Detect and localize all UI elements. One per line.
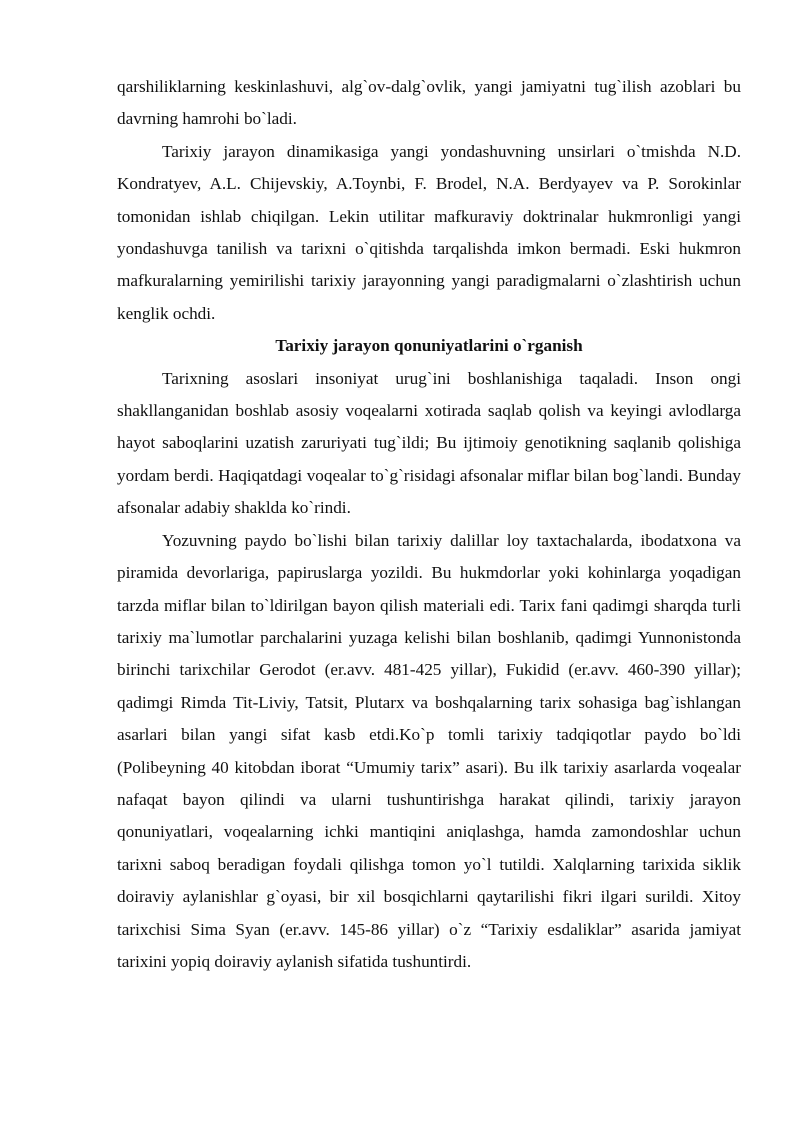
- section-heading: Tarixiy jarayon qonuniyatlarini o`rganish: [275, 336, 583, 356]
- paragraph-continuation: qarshiliklarning keskinlashuvi, alg`ov-dalg`ovlik, yangi jamiyatni tug`ilish azoblari bu davrning hamrohi bo`ladi.: [117, 77, 741, 129]
- paragraph-history-origins: Tarixning asoslari insoniyat urug`ini boshlanishiga taqaladi. Inson ongi shakllanganidan boshlab asosiy voqealarni xotirada saqlab qolish va keyingi avlodlarga hayot saboqlarini uzatish zaruriyati tug`ildi; Bu ijtimoiy genotikning saqlanib qolishiga yordam berdi. Haqiqatdagi voqealar to`g`risidagi afsonalar miflar bilan bog`landi. Bunday afsonalar adabiy shaklda ko`rindi.: [117, 368, 741, 518]
- paragraph-new-approach: Tarixiy jarayon dinamikasiga yangi yondashuvning unsirlari o`tmishda N.D. Kondratyev, A.L. Chijevskiy, A.Toynbi, F. Brodel, N.A. Berdyayev va P. Sorokinlar tomonidan ishlab chiqilgan. Lekin utilitar mafkuraviy doktrinalar hukmronligi yangi yondashuvga tanilish va tarixni o`qitishda tarqalishda imkon bermadi. Eski hukmron mafkuralarning yemirilishi tarixiy jarayonning yangi paradigmalarni o`zlashtirish uchun kenglik ochdi.: [117, 141, 741, 323]
- document-page: [117, 71, 741, 978]
- paragraph-writing-history: Yozuvning paydo bo`lishi bilan tarixiy dalillar loy taxtachalarda, ibodatxona va piramida devorlariga, papiruslarga yozildi. Bu hukmdorlar yoki kohinlarga yoqadigan tarzda miflar bilan to`ldirilgan bayon qilish materiali edi. Tarix fani qadimgi sharqda turli tarixiy ma`lumotlar parchalarini yuzaga kelishi bilan boshlanib, qadimgi Yunnonistonda birinchi tarixchilar Gerodot (er.avv. 481-425 yillar), Fukidid (er.avv. 460-390 yillar); qadimgi Rimda Tit-Liviy, Tatsit, Plutarx va boshqalarning tarix sohasiga bag`ishlangan asarlari bilan yangi sifat kasb etdi.Ko`p tomli tarixiy tadqiqotlar paydo bo`ldi (Polibeyning 40 kitobdan iborat “Umumiy tarix” asari). Bu ilk tarixiy asarlarda voqealar nafaqat bayon qilindi va ularni tushuntirishga harakat qilindi, tarixiy jarayon qonuniyatlari, voqealarning ichki mantiqini aniqlashga, hamda zamondoshlar uchun tarixni saboq beradigan foydali qilishga tomon yo`l tutildi. Xalqlarning tarixida siklik doiraviy aylanishlar g`oyasi, bir xil bosqichlarni qaytarilishi fikri ilgari surildi. Xitoy tarixchisi Sima Syan (er.avv. 145-86 yillar) o`z “Tarixiy esdaliklar” asarida jamiyat tarixini yopiq doiraviy aylanish sifatida tushuntirdi.: [117, 530, 741, 971]
